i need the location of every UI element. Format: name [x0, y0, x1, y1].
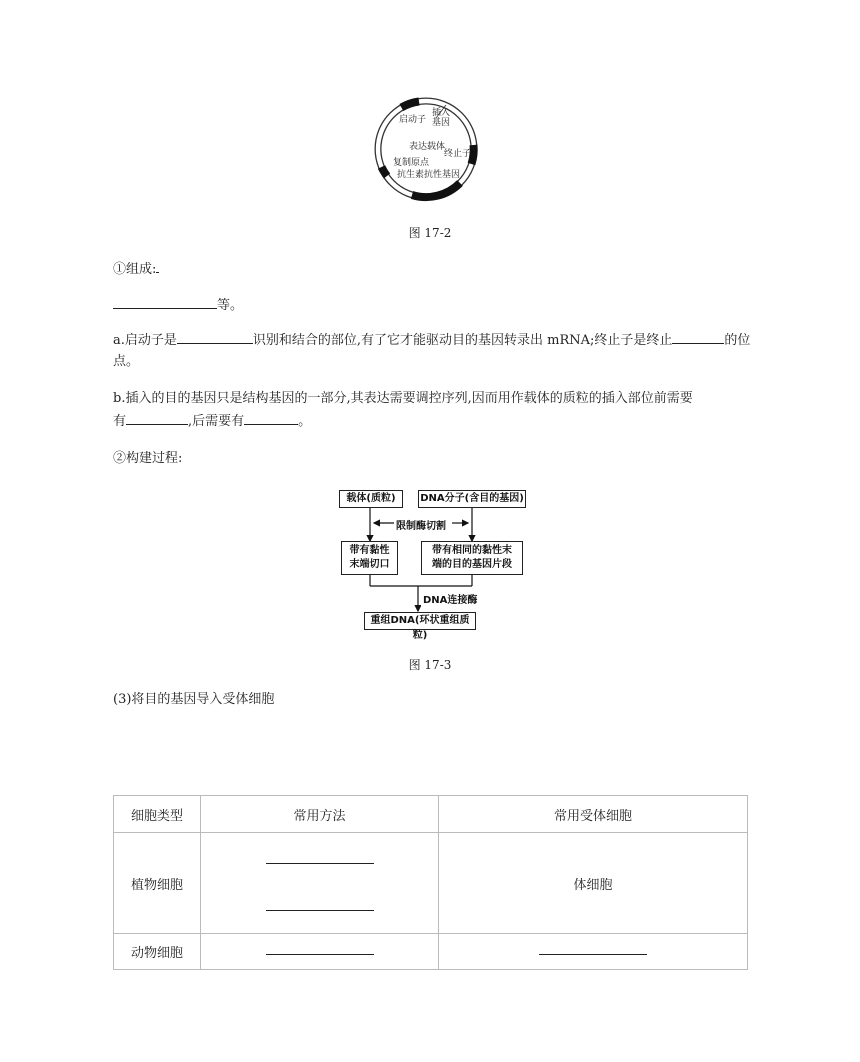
composition-line-2 [113, 294, 753, 317]
flow-enzyme-label: 限制酶切割 [394, 517, 448, 532]
para-a-text-2: 识别和结合的部位,有了它才能驱动目的基因转录出 mRNA;终止子是终止 [252, 333, 673, 348]
paragraph-b: b.插入的目的基因只是结构基因的一部分,其表达需要调控序列,因而用作载体的质粒的插入部位前需要 [113, 391, 693, 406]
composition-line [113, 258, 753, 281]
blank [177, 329, 253, 344]
flow-dna-box: DNA分子(含目的基因) [418, 490, 526, 508]
cell-method [201, 833, 439, 934]
section-3-title: (3)将目的基因导入受体细胞 [113, 692, 275, 707]
flow-vector-box: 载体(质粒) [339, 490, 403, 508]
transformation-table [113, 795, 748, 970]
figure-caption-17-3: 图 17-3 [408, 658, 452, 672]
composition-label: ①组成: [113, 262, 157, 277]
label-terminator: 终止子 [444, 149, 472, 159]
paragraph-a-line2: 点。 [113, 354, 140, 369]
paragraph-b-line2 [113, 410, 753, 433]
blank [266, 862, 374, 864]
cell-receptor [439, 934, 748, 970]
cell-receptor: 体细胞 [439, 833, 748, 934]
label-promoter: 启动子 [399, 115, 427, 125]
table-row [114, 833, 748, 934]
flow-right-box: 带有相同的黏性末 端的目的基因片段 [421, 541, 523, 575]
figure-caption-17-2: 图 17-2 [408, 226, 452, 240]
label-resistance: 抗生素抗性基因 [397, 170, 461, 180]
blank [156, 258, 159, 273]
blank [126, 410, 188, 425]
flow-left-box: 带有黏性 末端切口 [341, 541, 398, 575]
header-cell-receptor: 常用受体细胞 [439, 796, 748, 833]
para-b-text-1: 有 [113, 414, 127, 429]
blank [672, 329, 724, 344]
label-insert-gene: 插入基因 [432, 108, 451, 128]
cell-method [201, 934, 439, 970]
table-row [114, 934, 748, 970]
para-a-text-1: a.启动子是 [113, 333, 177, 348]
cell-type: 植物细胞 [114, 833, 201, 934]
para-b-text-3: 。 [298, 414, 312, 429]
table-header-row [114, 796, 748, 833]
para-b-text-2: ,后需要有 [188, 414, 245, 429]
para-a-text-3: 的位 [724, 333, 751, 348]
header-cell-method: 常用方法 [201, 796, 439, 833]
blank [113, 294, 217, 309]
label-vector: 表达载体 [409, 142, 446, 152]
composition-suffix: 等。 [217, 298, 244, 313]
cell-type: 动物细胞 [114, 934, 201, 970]
flow-ligase-label: DNA连接酶 [421, 591, 479, 606]
paragraph-a [113, 329, 753, 352]
header-cell-type: 细胞类型 [114, 796, 201, 833]
flow-result-box: 重组DNA(环状重组质粒) [364, 612, 476, 630]
construct-label: ②构建过程: [113, 451, 183, 466]
blank [266, 909, 374, 911]
blank [244, 410, 298, 425]
blank [266, 953, 374, 955]
blank [539, 953, 647, 955]
label-origin: 复制原点 [393, 158, 430, 168]
